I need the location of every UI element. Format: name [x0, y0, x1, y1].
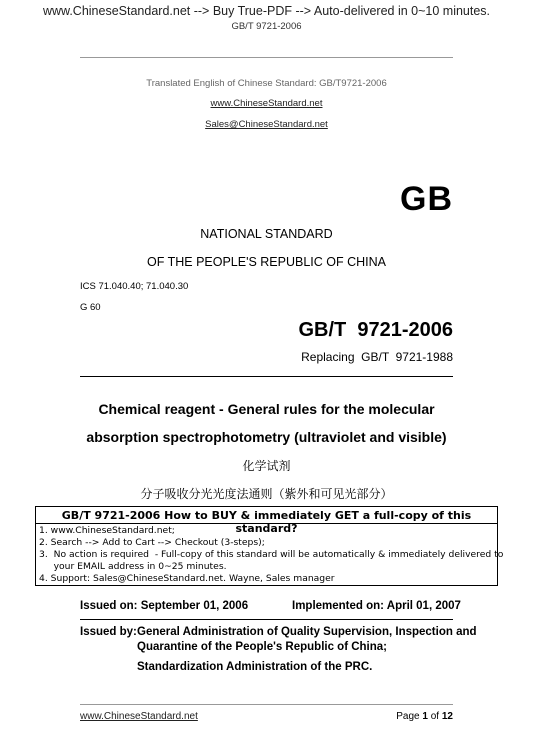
issuer-line-3: Standardization Administration of the PRC.: [137, 661, 373, 673]
purchase-box-title: GB/T 9721-2006 How to BUY & immediately GET a full-copy of this standard?: [61, 509, 472, 535]
gb-logo: GB: [400, 180, 453, 218]
standard-divider: [80, 376, 453, 377]
page-prefix: Page: [396, 711, 423, 722]
purchase-step-1: 1. www.ChineseStandard.net;: [39, 525, 175, 536]
purchase-box-divider: [36, 523, 497, 524]
issuer-line-2: Quarantine of the People's Republic of China;: [137, 641, 388, 653]
purchase-step-3: 3. No action is required - Full-copy of this standard will be automatically & immediately delivered to: [39, 549, 504, 560]
country-heading: OF THE PEOPLE'S REPUBLIC OF CHINA: [146, 255, 386, 269]
header-top-line: www.ChineseStandard.net --> Buy True-PDF --> Auto-delivered in 0~10 minutes.: [42, 4, 491, 18]
purchase-step-4: 4. Support: Sales@ChineseStandard.net. Wayne, Sales manager: [39, 573, 335, 584]
title-cn-line-2: 分子吸收分光光度法通则（紫外和可见光部分）: [140, 487, 393, 501]
issued-date: Issued on: September 01, 2006: [80, 600, 249, 612]
ics-code: ICS 71.040.40; 71.040.30: [80, 281, 189, 292]
footer-divider: [80, 704, 453, 705]
standard-number: GB/T 9721-2006: [298, 319, 453, 341]
title-line-1: Chemical reagent - General rules for the molecular: [98, 401, 435, 417]
issuer-label: Issued by:: [80, 626, 137, 638]
purchase-info-box: [35, 506, 504, 586]
translation-note: Translated English of Chinese Standard: GB/T9721-2006: [146, 78, 387, 89]
page-total: 12: [441, 711, 453, 722]
translation-email-link[interactable]: Sales@ChineseStandard.net: [205, 119, 328, 130]
page-of: of: [427, 711, 442, 722]
replacing-note: Replacing GB/T 9721-1988: [301, 350, 453, 364]
footer-website-link[interactable]: www.ChineseStandard.net: [80, 711, 198, 722]
translation-website-link[interactable]: www.ChineseStandard.net: [210, 98, 323, 109]
page-current: 1: [422, 711, 428, 722]
purchase-step-3-cont: your EMAIL address in 0~25 minutes.: [39, 561, 227, 572]
dates-divider: [80, 619, 453, 620]
implemented-date: Implemented on: April 01, 2007: [292, 600, 461, 612]
header-doc-code: GB/T 9721-2006: [231, 21, 302, 32]
title-cn-line-1: 化学试剂: [242, 459, 291, 473]
issuer-line-1: General Administration of Quality Supervision, Inspection and: [137, 626, 477, 638]
national-standard-heading: NATIONAL STANDARD: [200, 227, 333, 241]
page-indicator: [396, 711, 453, 722]
classification-code: G 60: [80, 302, 101, 313]
title-line-2: absorption spectrophotometry (ultraviolet and visible): [86, 429, 447, 445]
header-divider: [80, 57, 453, 58]
purchase-step-2: 2. Search --> Add to Cart --> Checkout (3-steps);: [39, 537, 265, 548]
